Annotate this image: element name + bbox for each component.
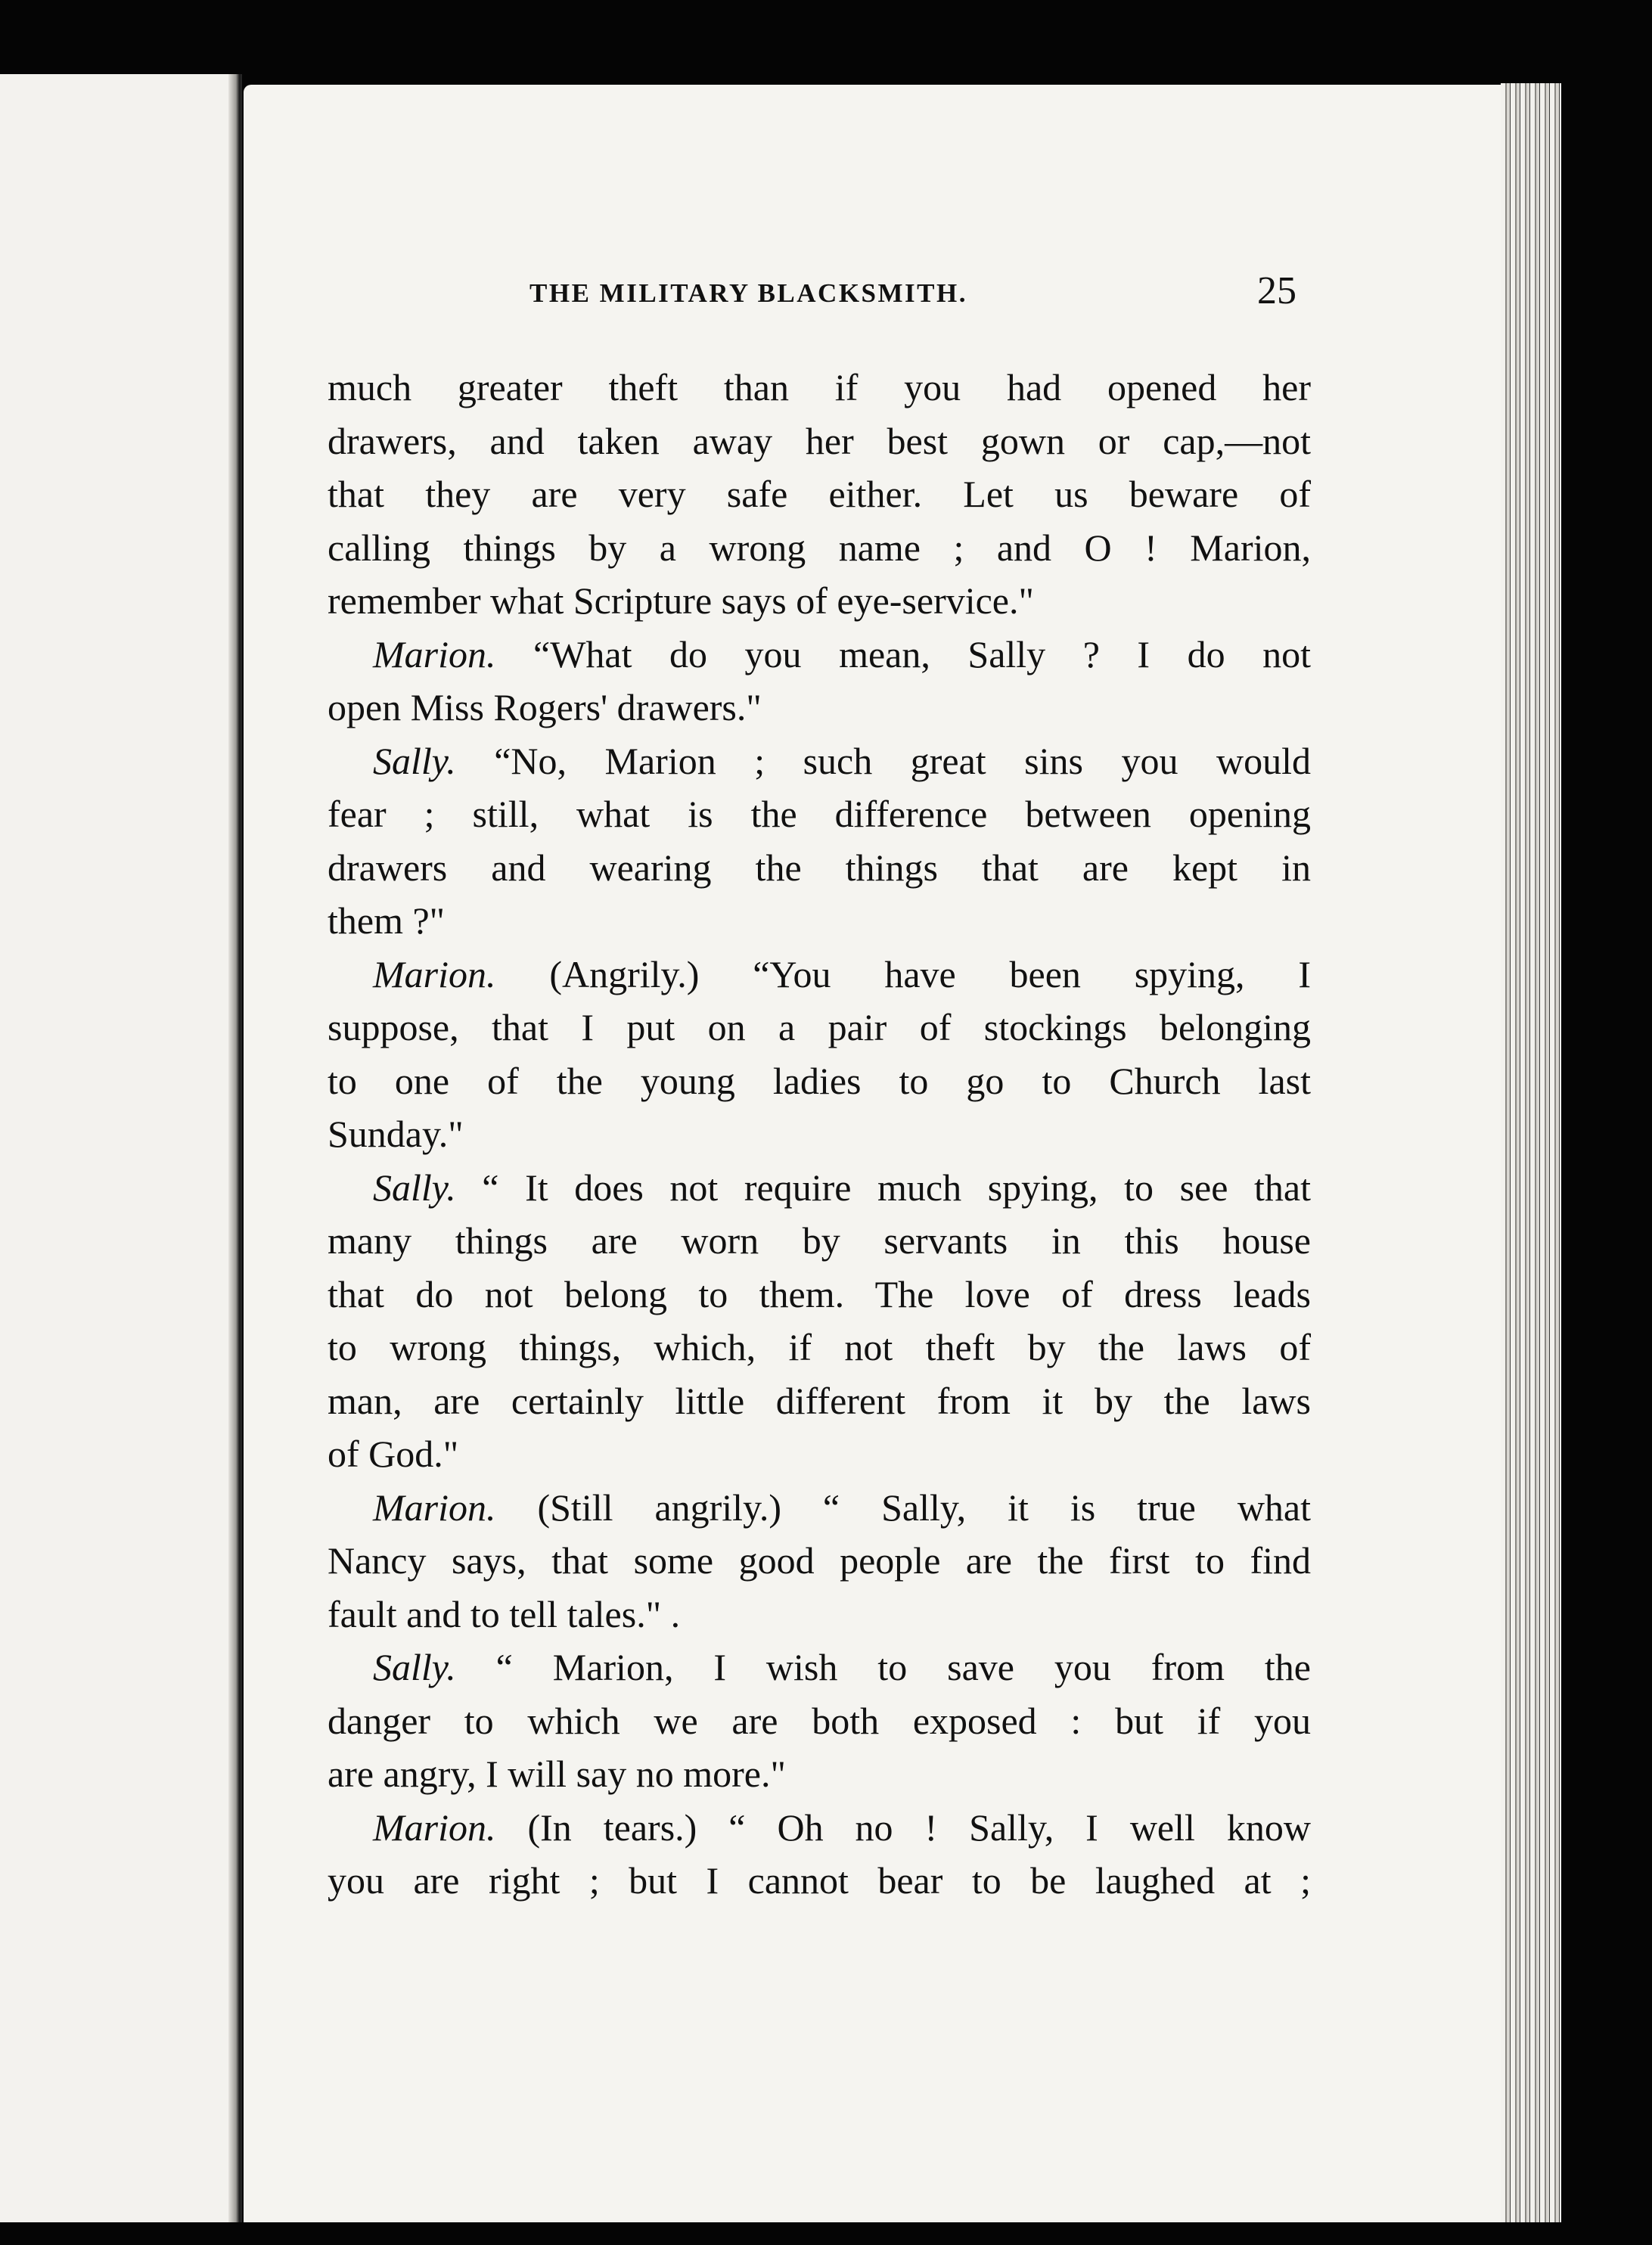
text-line: remember what Scripture says of eye-service."	[328, 579, 1034, 622]
text-line: drawers and wearing the things that are kept in	[328, 846, 1311, 889]
text-line: are angry, I will say no more."	[328, 1753, 786, 1795]
page-number: 25	[1257, 269, 1296, 312]
text-line: drawers, and taken away her best gown or cap,—not	[328, 419, 1311, 462]
text-line: much greater theft than if you had opened her	[328, 366, 1311, 408]
line-text: “No, Marion ; such great sins you would	[494, 739, 1311, 782]
bottom-shadow	[0, 2222, 1652, 2245]
text-line: calling things by a wrong name ; and O ! Marion,	[328, 526, 1311, 569]
text-line: to one of the young ladies to go to Church last	[328, 1059, 1311, 1102]
dialogue-line	[328, 1161, 1311, 1215]
text-line: them ?"	[328, 899, 446, 942]
text-line: danger to which we are both exposed : but if you	[328, 1699, 1311, 1742]
text-line: open Miss Rogers' drawers."	[328, 686, 762, 728]
book-gutter	[228, 74, 242, 2222]
text-line: Nancy says, that some good people are the first to find	[328, 1539, 1311, 1582]
text-line: that do not belong to them. The love of dress leads	[328, 1272, 1311, 1315]
text-line: you are right ; but I cannot bear to be laughed at ;	[328, 1859, 1311, 1902]
page-edges	[1501, 83, 1561, 2222]
text-line: fear ; still, what is the difference between opening	[328, 793, 1311, 835]
speaker-name: Marion.	[373, 952, 496, 995]
speaker-name: Sally.	[373, 739, 456, 782]
line-text: (Still angrily.) “ Sally, it is true what	[537, 1486, 1312, 1529]
dialogue-line	[328, 1641, 1311, 1694]
text-line: man, are certainly little different from it by the laws	[328, 1379, 1311, 1422]
text-line: to wrong things, which, if not theft by the laws of	[328, 1326, 1311, 1368]
speaker-name: Sally.	[373, 1166, 456, 1209]
dialogue-line	[328, 628, 1311, 682]
text-line: of God."	[328, 1433, 459, 1475]
line-text: “What do you mean, Sally ? I do not	[533, 632, 1312, 675]
line-text: “ It does not require much spying, to see that	[482, 1166, 1311, 1209]
dialogue-line	[328, 1801, 1311, 1855]
body-text	[328, 361, 1311, 1908]
speaker-name: Sally.	[373, 1646, 456, 1688]
dialogue-line	[328, 1481, 1311, 1535]
text-line: Sunday."	[328, 1113, 464, 1155]
left-page	[0, 74, 239, 2222]
line-text: (In tears.) “ Oh no ! Sally, I well know	[527, 1806, 1311, 1849]
speaker-name: Marion.	[373, 1486, 496, 1529]
speaker-name: Marion.	[373, 1806, 496, 1849]
running-head: THE MILITARY BLACKSMITH.	[529, 278, 967, 308]
dialogue-line	[328, 734, 1311, 788]
text-line: suppose, that I put on a pair of stockings belonging	[328, 1006, 1311, 1048]
text-line: many things are worn by servants in this house	[328, 1219, 1311, 1262]
text-line: that they are very safe either. Let us beware of	[328, 473, 1311, 515]
line-text: (Angrily.) “You have been spying, I	[549, 952, 1311, 995]
speaker-name: Marion.	[373, 632, 496, 675]
line-text: “ Marion, I wish to save you from the	[495, 1646, 1311, 1688]
dialogue-line	[328, 948, 1311, 1001]
text-line: fault and to tell tales." .	[328, 1592, 681, 1635]
